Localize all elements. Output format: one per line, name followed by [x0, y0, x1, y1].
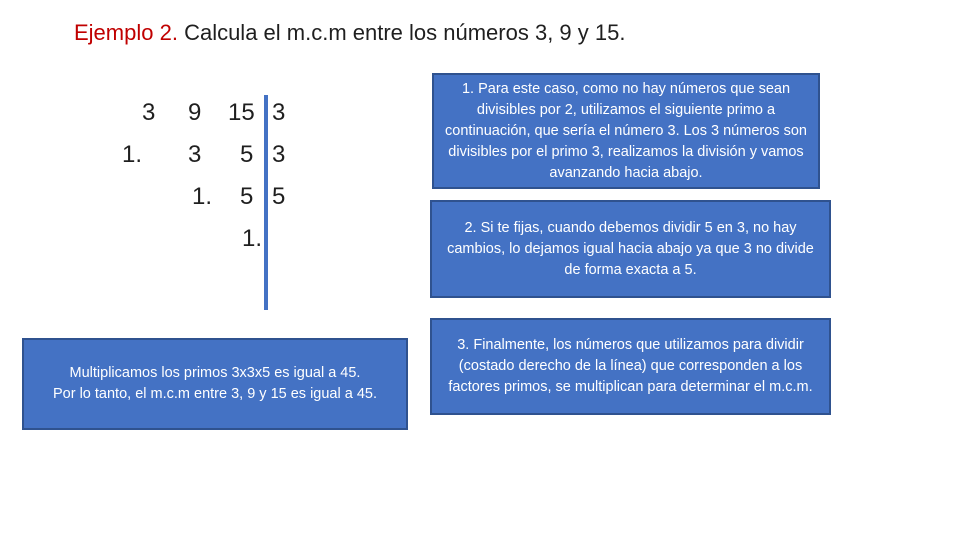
division-cell: 9	[188, 99, 202, 126]
step-2-box	[430, 200, 831, 298]
step-1-box	[432, 73, 820, 189]
division-cell: 1.	[192, 183, 213, 210]
division-cell: 5	[240, 183, 254, 210]
division-table	[120, 95, 320, 315]
step-2-text: 2. Si te fijas, cuando debemos dividir 5 en 3, no hay cambios, lo dejamos igual hacia abajo ya que 3 no divide de forma exacta a 5.	[447, 219, 814, 278]
title-prefix: Ejemplo 2.	[74, 20, 178, 45]
result-line-2: Por lo tanto, el m.c.m entre 3, 9 y 15 es igual a 45.	[52, 386, 377, 402]
step-3-box	[430, 318, 831, 415]
step-3-text: 3. Finalmente, los números que utilizamos para dividir (costado derecho de la línea) que corresponden a los factores primos, se multiplican para determinar el m.c.m.	[448, 337, 813, 395]
division-divisor: 3	[272, 141, 286, 168]
result-line-1: Multiplicamos los primos 3x3x5 es igual a 45.	[69, 365, 361, 381]
division-divisor: 3	[272, 99, 286, 126]
result-box	[22, 338, 408, 430]
division-cell: 3	[188, 141, 202, 168]
division-line	[264, 95, 268, 310]
page-title	[74, 20, 625, 46]
division-cell: 3	[142, 99, 156, 126]
division-cell: 1.	[122, 141, 143, 168]
step-1-text: 1. Para este caso, como no hay números que sean divisibles por 2, utilizamos el siguiente primo a continuación, que sería el número 3. Los 3 números son divisibles por el primo 3, realizamos la división y vamos avanzando hacia abajo.	[445, 80, 807, 181]
division-cell: 1.	[242, 225, 263, 252]
division-cell: 15	[228, 99, 255, 126]
title-text: Calcula el m.c.m entre los números 3, 9 y 15.	[177, 20, 626, 45]
division-divisor: 5	[272, 183, 286, 210]
division-cell: 5	[240, 141, 254, 168]
